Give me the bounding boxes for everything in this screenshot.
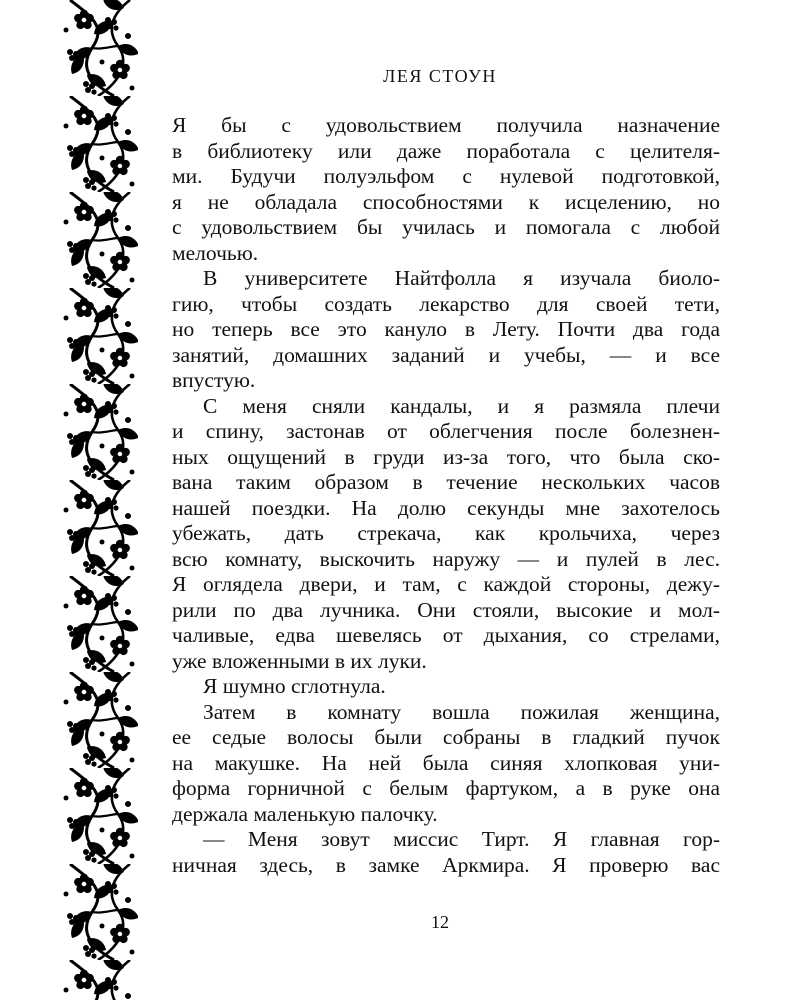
text-line: чаливые, едва шевелясь от дыхания, со стрелами, — [172, 623, 720, 647]
text-line: держала маленькую палочку. — [172, 801, 438, 826]
text-line: вана таким образом в течение нескольких часов — [172, 470, 720, 494]
text-line: Я оглядела двери, и там, с каждой стороны, дежу- — [172, 572, 720, 596]
text-line: всю комнату, выскочить наружу — и пулей в лес. — [172, 546, 720, 571]
text-line: С меня сняли кандалы, и я размяла плечи — [203, 393, 720, 418]
text-line: ми. Будучи полуэльфом с нулевой подготовкой, — [172, 164, 720, 188]
text-line: но теперь все это кануло в Лету. Почти два года — [172, 317, 720, 341]
body-text — [172, 113, 720, 878]
text-line: занятий, домашних заданий и учебы, — и все — [172, 342, 720, 367]
text-line: В университете Найтфолла я изучала биоло- — [203, 266, 720, 290]
text-line: форма горничной с белым фартуком, а в руке она — [172, 776, 720, 800]
text-line: на макушке. На ней была синяя хлопковая уни- — [172, 750, 720, 775]
text-line: Я шумно сглотнула. — [203, 674, 386, 698]
floral-border-ornament — [62, 0, 138, 1000]
text-line: с удовольствием бы училась и помогала с любой — [172, 215, 720, 239]
text-line: нашей поездки. На долю секунды мне захотелось — [172, 495, 720, 520]
text-line: Я бы с удовольствием получила назначение — [172, 113, 720, 137]
text-line: убежать, дать стрекача, как крольчиха, через — [172, 521, 720, 545]
text-line: рили по два лучника. Они стояли, высокие и мол- — [172, 597, 720, 622]
text-line: ных ощущений в груди из-за того, что была ско- — [172, 444, 720, 469]
text-line: и спину, застонав от облегчения после болезнен- — [172, 419, 720, 443]
text-line: в библиотеку или даже поработала с целителя- — [172, 138, 720, 163]
text-line: впустую. — [172, 368, 256, 392]
text-line: я не обладала способностями к исцелению, но — [172, 189, 720, 214]
text-line: — Меня зовут миссис Тирт. Я главная гор- — [203, 827, 720, 851]
text-line: уже вложенными в их луки. — [172, 648, 427, 673]
page-number: 12 — [431, 912, 449, 932]
text-line: ничная здесь, в замке Аркмира. Я проверю вас — [172, 852, 720, 877]
text-line: ее седые волосы были собраны в гладкий пучок — [172, 725, 720, 749]
running-header: ЛЕЯ СТОУН — [383, 66, 497, 86]
text-line: мелочью. — [172, 240, 259, 265]
text-line: гию, чтобы создать лекарство для своей тети, — [172, 291, 720, 316]
text-line: Затем в комнату вошла пожилая женщина, — [203, 699, 720, 724]
